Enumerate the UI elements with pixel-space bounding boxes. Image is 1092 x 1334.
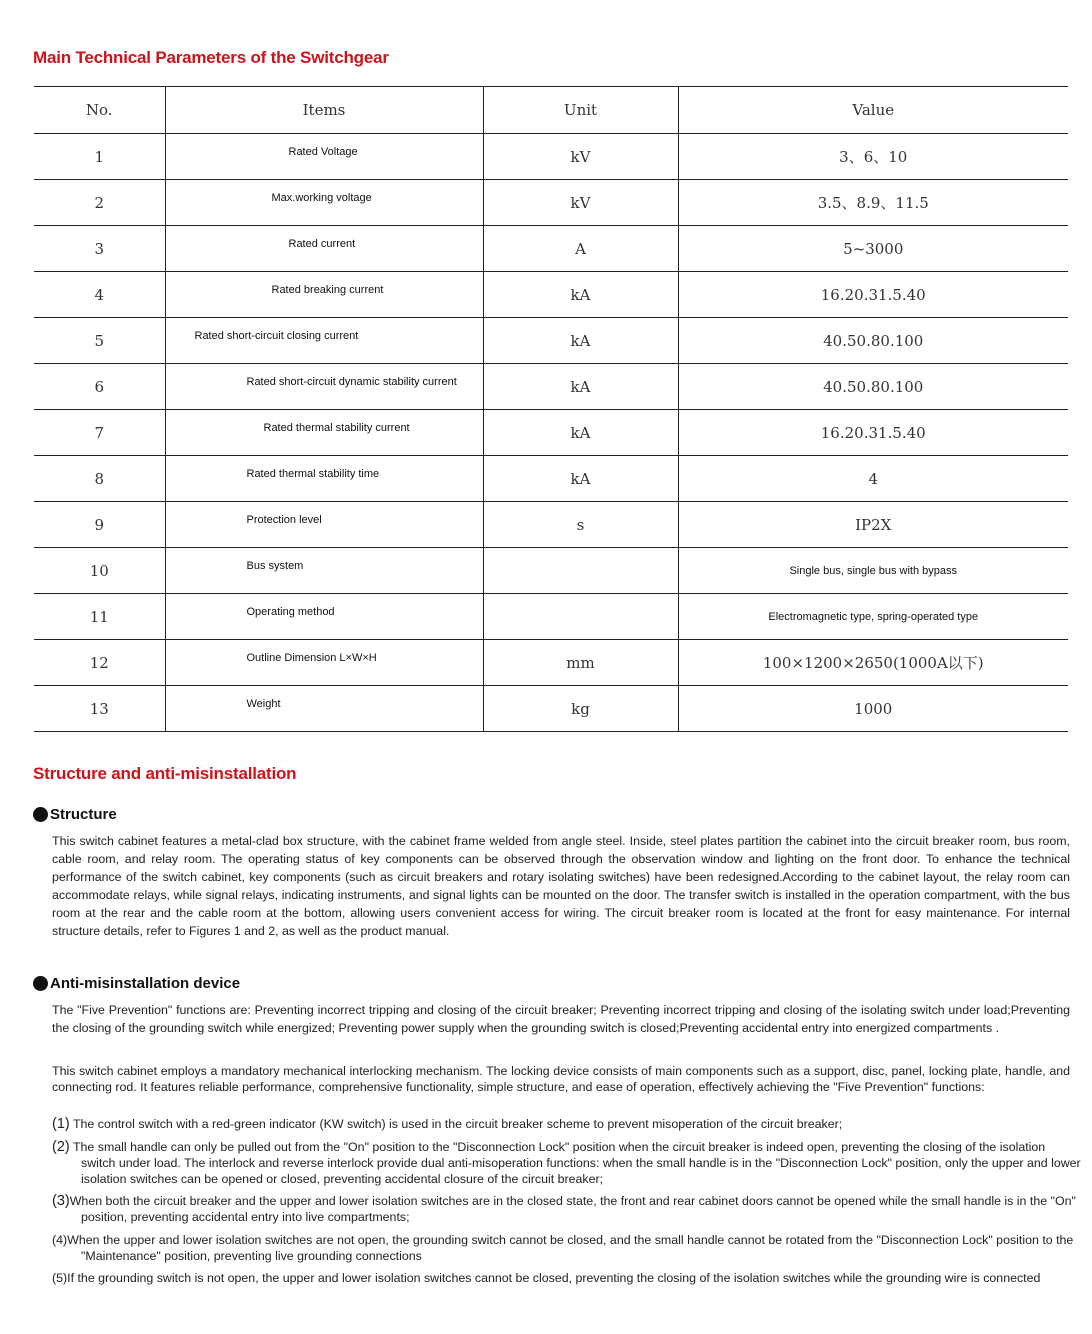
row-item-label: Operating method xyxy=(246,606,335,618)
row-unit: mm xyxy=(483,640,678,686)
row-item-label: Protection level xyxy=(246,514,322,526)
header-unit: Unit xyxy=(483,87,678,134)
row-item-label: Rated short-circuit closing current xyxy=(194,330,359,342)
structure-heading-label: Structure xyxy=(50,806,117,823)
list-item-number: (2) xyxy=(52,1139,70,1155)
row-item xyxy=(165,456,483,502)
row-item-label: Rated thermal stability time xyxy=(246,468,380,480)
row-no: 2 xyxy=(34,180,165,226)
interlock-paragraph: This switch cabinet employs a mandatory mechanical interlocking mechanism. The locking device consists of main components such as a support, disc, panel, locking plate, handle, and connecting rod. It features reliable performance, comprehensive functionality, simple structure, and ease of operation, effectively achieving the "Five Prevention" functions: xyxy=(52,1064,1070,1094)
list-item xyxy=(52,1193,1082,1225)
row-item-label: Rated thermal stability current xyxy=(263,422,410,434)
row-item xyxy=(165,272,483,318)
row-item-label: Rated Voltage xyxy=(288,146,358,158)
header-no: No. xyxy=(34,87,165,134)
row-no: 1 xyxy=(34,134,165,180)
row-value: 3.5、8.9、11.5 xyxy=(678,180,1068,226)
table-row xyxy=(34,180,1068,226)
row-unit: kg xyxy=(483,686,678,732)
header-items: Items xyxy=(165,87,483,134)
row-item-label: Rated current xyxy=(288,238,356,250)
table-row xyxy=(34,456,1068,502)
row-no: 7 xyxy=(34,410,165,456)
table-row xyxy=(34,272,1068,318)
header-value: Value xyxy=(678,87,1068,134)
row-value: 3、6、10 xyxy=(678,134,1068,180)
list-item-number: (5) xyxy=(52,1271,68,1285)
bullet-icon xyxy=(33,807,48,822)
row-item xyxy=(165,640,483,686)
list-item-text: When the upper and lower isolation switches are not open, the grounding switch cannot be closed, and the small handle cannot be rotated from the "Disconnection Lock" position to the "Maintenance" position, preventing live grounding connections xyxy=(67,1233,1074,1263)
row-item xyxy=(165,686,483,732)
row-no: 13 xyxy=(34,686,165,732)
table-row xyxy=(34,548,1068,594)
row-item xyxy=(165,410,483,456)
structure-paragraph: This switch cabinet features a metal-clad box structure, with the cabinet frame welded from angle steel. Inside, steel plates partition the cabinet into the circuit breaker room, bus room, cable room, and relay room. The operating status of key components can be observed through the observation window and lighting on the front door. To enhance the technical performance of the switch cabinet, key components (such as circuit breakers and rotary isolating switches) have been redesigned.According to the cabinet layout, the relay room can accommodate relays, while signal relays, indicating instruments, and signal lights can be mounted on the door. The transfer switch is installed in the operation compartment, with the bus room at the rear and the cable room at the bottom, allowing users convenient access for wiring. The circuit breaker room is located at the front for easy maintenance. For internal structure details, refer to Figures 1 and 2, as well as the product manual. xyxy=(52,834,1070,938)
row-value: 1000 xyxy=(678,686,1068,732)
parameters-table xyxy=(34,86,1068,732)
table-row xyxy=(34,364,1068,410)
table-row xyxy=(34,410,1068,456)
row-item xyxy=(165,502,483,548)
list-item-number: (3) xyxy=(52,1193,70,1209)
row-item xyxy=(165,594,483,640)
table-row xyxy=(34,594,1068,640)
row-no: 12 xyxy=(34,640,165,686)
bullet-icon xyxy=(33,976,48,991)
table-row xyxy=(34,640,1068,686)
row-no: 6 xyxy=(34,364,165,410)
list-item-number: (4) xyxy=(52,1233,68,1247)
row-item-label: Outline Dimension L×W×H xyxy=(246,652,377,664)
row-no: 5 xyxy=(34,318,165,364)
row-no: 4 xyxy=(34,272,165,318)
row-item-label: Max.working voltage xyxy=(271,192,372,204)
row-unit: kA xyxy=(483,364,678,410)
row-value: 40.50.80.100 xyxy=(678,318,1068,364)
list-item-text: The small handle can only be pulled out from the "On" position to the "Disconnection Lock" position when the circuit breaker is indeed open, preventing the closing of the isolation switch under load. The interlock and reverse interlock provide dual anti-misoperation functions: when the small handle is in the "Disconnection Lock" position, only the upper and lower isolation switches can be opened or closed, preventing accidental closure of the circuit breaker; xyxy=(69,1140,1081,1186)
row-value: Single bus, single bus with bypass xyxy=(678,548,1068,594)
section-title-structure: Structure and anti-misinstallation xyxy=(33,764,297,783)
row-value: IP2X xyxy=(678,502,1068,548)
row-value: 5~3000 xyxy=(678,226,1068,272)
row-item-label: Weight xyxy=(246,698,281,710)
row-no: 9 xyxy=(34,502,165,548)
row-item-label: Rated breaking current xyxy=(271,284,384,296)
row-no: 3 xyxy=(34,226,165,272)
anti-heading-label: Anti-misinstallation device xyxy=(50,975,241,992)
table-row xyxy=(34,226,1068,272)
row-item xyxy=(165,134,483,180)
row-item xyxy=(165,548,483,594)
row-value: 16.20.31.5.40 xyxy=(678,272,1068,318)
row-value: Electromagnetic type, spring-operated type xyxy=(678,594,1068,640)
row-unit: kV xyxy=(483,180,678,226)
row-unit: kV xyxy=(483,134,678,180)
row-value: 40.50.80.100 xyxy=(678,364,1068,410)
row-value: 100×1200×2650(1000A以下) xyxy=(678,640,1068,686)
row-unit: A xyxy=(483,226,678,272)
table-row xyxy=(34,134,1068,180)
table-row xyxy=(34,502,1068,548)
row-unit xyxy=(483,548,678,594)
list-item xyxy=(52,1270,1040,1286)
row-item-label: Rated short-circuit dynamic stability current xyxy=(246,376,457,388)
row-value: 16.20.31.5.40 xyxy=(678,410,1068,456)
row-item xyxy=(165,318,483,364)
list-item-text: The control switch with a red-green indicator (KW switch) is used in the circuit breaker scheme to prevent misoperation of the circuit breaker; xyxy=(69,1117,843,1131)
row-unit xyxy=(483,594,678,640)
row-item-label: Bus system xyxy=(246,560,304,572)
row-unit: kA xyxy=(483,272,678,318)
row-unit: kA xyxy=(483,410,678,456)
table-header-row xyxy=(34,87,1068,134)
row-unit: kA xyxy=(483,456,678,502)
list-item-number: (1) xyxy=(52,1116,70,1132)
list-item-text: When both the circuit breaker and the upper and lower isolation switches are in the closed state, the front and rear cabinet doors cannot be opened while the small handle is in the "On" position, preventing accidental entry into live compartments; xyxy=(69,1194,1076,1224)
row-no: 10 xyxy=(34,548,165,594)
row-value: 4 xyxy=(678,456,1068,502)
five-prevention-paragraph: The "Five Prevention" functions are: Preventing incorrect tripping and closing of the circuit breaker; Preventing incorrect tripping and closing of the isolating switch under load;Preventing the closing of the grounding switch while energized; Preventing power supply when the grounding switch is closed;Preventing accidental entry into energized compartments . xyxy=(52,1003,1070,1035)
table-row xyxy=(34,686,1068,732)
anti-misinstallation-heading xyxy=(33,975,240,992)
section-title-parameters: Main Technical Parameters of the Switchgear xyxy=(33,48,389,67)
structure-heading xyxy=(33,806,117,823)
row-unit: s xyxy=(483,502,678,548)
row-no: 8 xyxy=(34,456,165,502)
list-item xyxy=(52,1232,1082,1264)
row-unit: kA xyxy=(483,318,678,364)
list-item xyxy=(52,1139,1082,1187)
list-item xyxy=(52,1116,842,1132)
row-item xyxy=(165,226,483,272)
row-item xyxy=(165,364,483,410)
row-item xyxy=(165,180,483,226)
table-row xyxy=(34,318,1068,364)
row-no: 11 xyxy=(34,594,165,640)
list-item-text: If the grounding switch is not open, the upper and lower isolation switches cannot be closed, preventing the closing of the isolation switches while the grounding wire is connected xyxy=(67,1271,1041,1285)
